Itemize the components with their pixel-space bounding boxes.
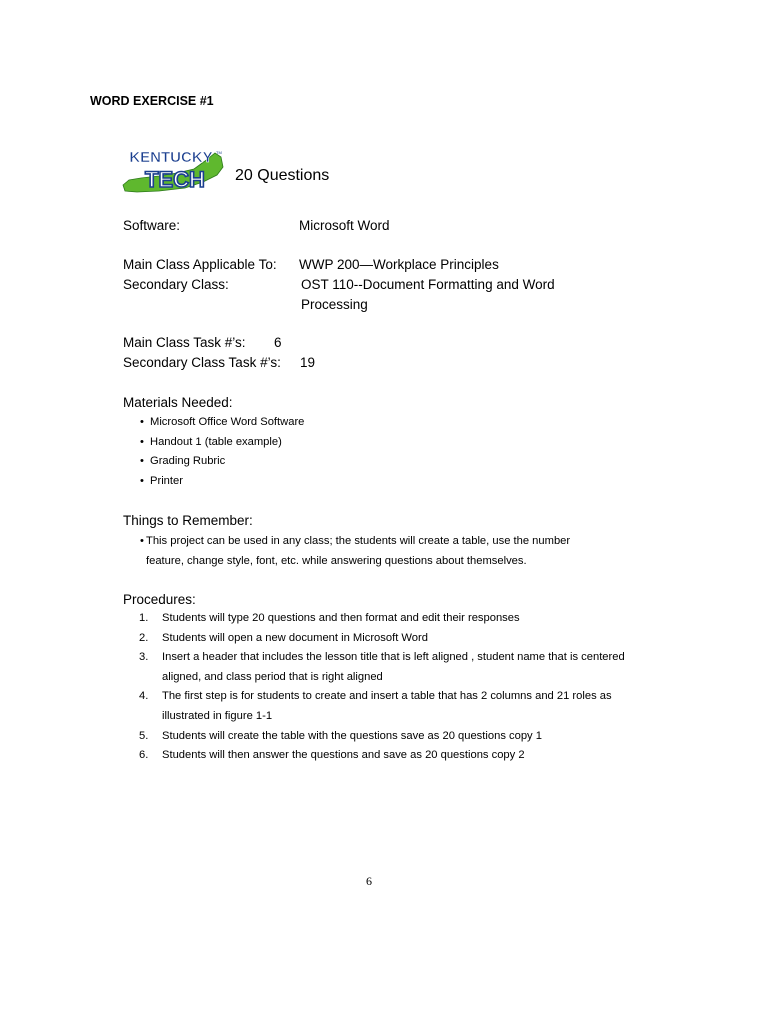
secondary-class-value-line1: OST 110--Document Formatting and Word [301, 277, 555, 292]
list-item: • Printer [140, 475, 183, 488]
main-task-value: 6 [274, 335, 282, 350]
secondary-class-label: Secondary Class: [123, 277, 229, 292]
software-value: Microsoft Word [299, 218, 390, 233]
list-item: 5. Students will create the table with the questions save as 20 questions copy 1 [139, 729, 542, 742]
remember-line-1: This project can be used in any class; the students will create a table, use the number [146, 535, 571, 547]
list-item: • Grading Rubric [140, 455, 226, 468]
kentucky-tech-logo [119, 143, 227, 195]
main-class-label: Main Class Applicable To: [123, 257, 277, 272]
list-item: • Microsoft Office Word Software [140, 416, 305, 428]
list-item: 2. Students will open a new document in Microsoft Word [139, 631, 428, 644]
secondary-task-label: Secondary Class Task #’s: [123, 355, 281, 370]
logo-tm: TM [216, 150, 222, 155]
exercise-heading: WORD EXERCISE #1 [90, 94, 214, 108]
main-class-value: WWP 200—Workplace Principles [299, 257, 499, 272]
page-number: 6 [366, 874, 372, 888]
list-item: 3. Insert a header that includes the lesson title that is left aligned , student name that is centered aligned, and class period that is right aligned [139, 651, 625, 683]
materials-list [140, 413, 304, 492]
procedures-heading: Procedures: [123, 592, 196, 607]
logo-text-kentucky: KENTUCKY [129, 149, 213, 166]
materials-heading: Materials Needed: [123, 395, 233, 410]
remember-line-2: feature, change style, font, etc. while answering questions about themselves. [146, 554, 527, 567]
logo-text-tech: TECH [145, 167, 205, 192]
software-label: Software: [123, 218, 181, 233]
secondary-task-value: 19 [300, 355, 316, 370]
main-task-label: Main Class Task #’s: [123, 335, 246, 350]
procedures-list [139, 609, 629, 766]
remember-heading: Things to Remember: [123, 513, 253, 528]
list-item: • Handout 1 (table example) [140, 435, 282, 448]
list-item: 4. The first step is for students to create and insert a table that has 2 columns and 21 roles as illustrated in figure 1-1 [139, 690, 612, 722]
document-title: 20 Questions [235, 167, 330, 184]
remember-note: • This project can be used in any class; the students will create a table, use the number feature, change style, font, etc. while answering questions about themselves. [146, 532, 616, 571]
secondary-class-value-line2: Processing [301, 297, 368, 312]
list-item: 1. Students will type 20 questions and then format and edit their responses [139, 612, 520, 624]
list-item: 6. Students will then answer the questions and save as 20 questions copy 2 [139, 749, 525, 762]
